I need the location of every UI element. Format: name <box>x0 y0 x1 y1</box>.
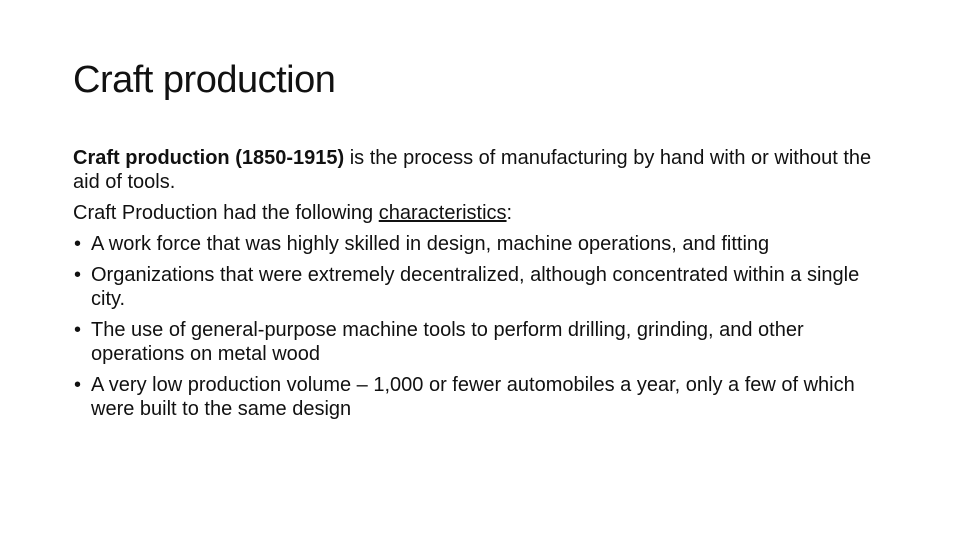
list-item <box>73 318 893 366</box>
bullet-icon: • <box>74 374 82 396</box>
intro-paragraph <box>73 146 893 194</box>
intro-bold-term: Craft production (1850-1915) <box>73 147 345 169</box>
list-item-text: Organizations that were extremely decentralized, although concentrated within a single city. <box>91 264 860 310</box>
characteristics-prefix: Craft Production had the following <box>73 202 379 224</box>
bullet-icon: • <box>74 264 82 286</box>
characteristics-paragraph <box>73 201 893 225</box>
list-item <box>73 373 893 421</box>
characteristics-underlined-word: characteristics <box>378 202 507 224</box>
characteristics-suffix: : <box>506 202 513 224</box>
slide-body <box>73 146 893 428</box>
characteristics-list <box>73 232 893 421</box>
list-item-text: A work force that was highly skilled in design, machine operations, and fitting <box>91 233 770 255</box>
slide-title: Craft production <box>73 59 336 101</box>
list-item <box>73 232 893 256</box>
bullet-icon: • <box>74 233 82 255</box>
bullet-icon: • <box>74 319 82 341</box>
list-item-text: The use of general-purpose machine tools to perform drilling, grinding, and other operations on metal wood <box>91 319 804 365</box>
list-item <box>73 263 893 311</box>
intro-text: is the process of manufacturing by hand with or without the aid of tools. <box>73 147 872 193</box>
list-item-text: A very low production volume – 1,000 or fewer automobiles a year, only a few of which were built to the same design <box>91 374 855 420</box>
